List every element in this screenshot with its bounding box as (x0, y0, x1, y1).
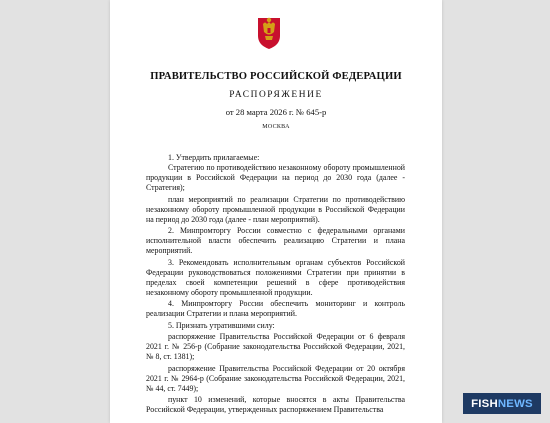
paragraph: 3. Рекомендовать исполнительным органам субъектов Российской Федерации руководствоваться положениями Стратегии при принятии в пределах своей компетенции решений в сфере противодействия незаконному обороту промышленной продукции. (146, 257, 405, 297)
order-city: МОСКВА (262, 124, 290, 130)
paragraph: 2. Минпромторгу России совместно с федеральными органами исполнительной власти обеспечить реализацию Стратегии и плана мероприятий. (146, 226, 405, 256)
background-left (0, 0, 110, 423)
paragraph: распоряжение Правительства Российской Федерации от 20 октября 2021 г. № 2964-р (Собрание законодательства Российской Федерации, 2021, № 44, ст. 7449); (146, 363, 405, 393)
order-date: от 28 марта 2026 г. № 645-р (225, 107, 327, 117)
fishnews-watermark (463, 393, 541, 414)
watermark-part-2: NEWS (497, 397, 533, 410)
watermark-part-1: FISH (471, 397, 498, 410)
background-right (442, 0, 550, 423)
paragraph: 1. Утвердить прилагаемые: (168, 153, 260, 162)
paragraph: план мероприятий по реализации Стратегии по противодействию незаконному обороту промышленной продукции в Российской Федерации на период до 2030 года (далее - план мероприятий). (146, 194, 405, 224)
document-body (146, 153, 405, 417)
document-page (110, 0, 442, 423)
paragraph: распоряжение Правительства Российской Федерации от 6 февраля 2021 г. № 256-р (Собрание законодательства Российской Федерации, 2021, № 8, ст. 1381); (146, 332, 405, 362)
government-title: ПРАВИТЕЛЬСТВО РОССИЙСКОЙ ФЕДЕРАЦИИ (150, 71, 402, 82)
order-title: РАСПОРЯЖЕНИЕ (229, 90, 323, 100)
paragraph: 4. Минпромторгу России обеспечить мониторинг и контроль реализации Стратегии и плана мероприятий. (146, 299, 405, 319)
paragraph: Стратегию по противодействию незаконному обороту промышленной продукции в Российской Федерации на период до 2030 года (далее - Стратегия); (146, 163, 405, 193)
coat-of-arms-icon (254, 12, 284, 50)
paragraph: пункт 10 изменений, которые вносятся в акты Правительства Российской Федерации, утвержденных распоряжением Правительства (146, 395, 405, 415)
paragraph: 5. Признать утратившими силу: (168, 320, 275, 330)
